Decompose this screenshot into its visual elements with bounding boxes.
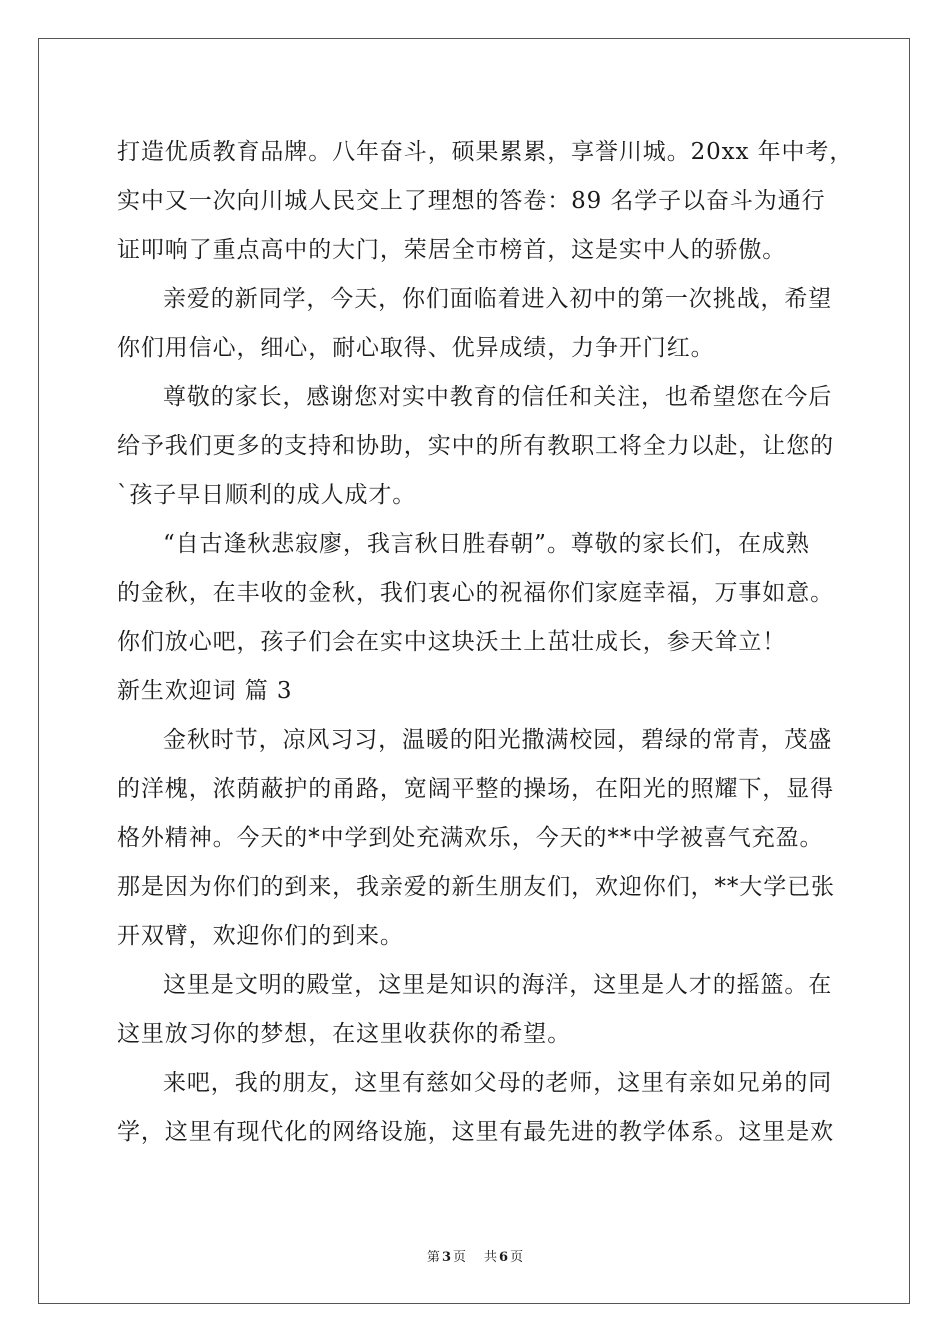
text-line: `孩子早日顺利的成人成才。	[117, 482, 417, 508]
text-line: 实中又一次向川城人民交上了理想的答卷：89 名学子以奋斗为通行	[117, 188, 826, 214]
text-line: 开双臂，欢迎你们的到来。	[117, 923, 404, 949]
document-body	[117, 128, 854, 1157]
page-footer	[0, 1246, 950, 1265]
text-line: 你们放心吧，孩子们会在实中这块沃土上茁壮成长，参天耸立！	[117, 629, 787, 655]
text-line: 尊敬的家长，感谢您对实中教育的信任和关注，也希望您在今后	[163, 384, 833, 410]
page-prefix: 第	[426, 1250, 440, 1265]
page-number: 3	[441, 1250, 451, 1265]
total-suffix: 页	[510, 1250, 524, 1265]
text-line: 这里放习你的梦想，在这里收获你的希望。	[117, 1021, 572, 1047]
text-line: 亲爱的新同学，今天，你们面临着进入初中的第一次挑战，希望	[163, 286, 833, 312]
text-line: 你们用信心，细心，耐心取得、优异成绩，力争开门红。	[117, 335, 715, 361]
text-line: 打造优质教育品牌。八年奋斗，硕果累累，享誉川城。20xx 年中考，	[117, 139, 854, 165]
text-line: 格外精神。今天的*中学到处充满欢乐，今天的**中学被喜气充盈。	[117, 825, 824, 851]
text-line: 这里是文明的殿堂，这里是知识的海洋，这里是人才的摇篮。在	[163, 972, 833, 998]
text-line: 的洋槐，浓荫蔽护的甬路，宽阔平整的操场，在阳光的照耀下，显得	[117, 776, 834, 802]
page-suffix: 页	[452, 1250, 466, 1265]
total-pages: 6	[499, 1250, 509, 1265]
total-prefix: 共	[484, 1250, 498, 1265]
text-line: 来吧，我的朋友，这里有慈如父母的老师，这里有亲如兄弟的同	[163, 1070, 833, 1096]
text-line: 金秋时节，凉风习习，温暖的阳光撒满校园，碧绿的常青，茂盛	[163, 727, 833, 753]
text-line: 的金秋，在丰收的金秋，我们衷心的祝福你们家庭幸福，万事如意。	[117, 580, 834, 606]
text-line: 新生欢迎词 篇 3	[117, 678, 293, 704]
text-line: 给予我们更多的支持和协助，实中的所有教职工将全力以赴，让您的	[117, 433, 834, 459]
text-line: 学，这里有现代化的网络设施，这里有最先进的教学体系。这里是欢	[117, 1119, 834, 1145]
text-line: 证叩响了重点高中的大门，荣居全市榜首，这是实中人的骄傲。	[117, 237, 787, 263]
text-line: 那是因为你们的到来，我亲爱的新生朋友们，欢迎你们，**大学已张	[117, 874, 835, 900]
text-line: “自古逢秋悲寂廖，我言秋日胜春朝”。尊敬的家长们，在成熟	[163, 531, 810, 557]
